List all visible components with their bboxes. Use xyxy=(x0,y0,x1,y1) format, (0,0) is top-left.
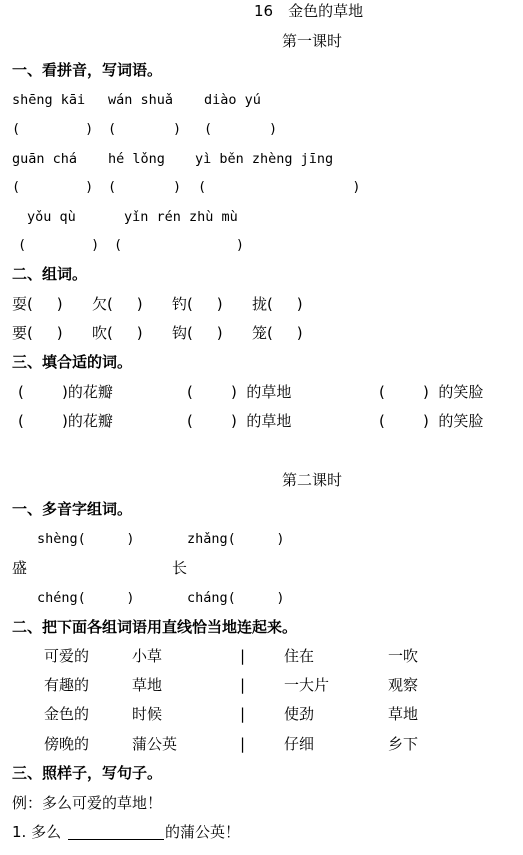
l2-section3-heading: 三、照样子，写句子。 xyxy=(12,764,163,782)
sentence-item-prefix: 1. 多么 xyxy=(12,823,62,841)
pinyin-yibenzhengjing: yì běn zhèng jīng xyxy=(195,151,334,167)
pinyin-guancha: guān chá xyxy=(12,151,78,167)
word-group-item[interactable]: 笼( ) xyxy=(252,324,303,342)
fill-word-item[interactable]: ( ) 的草地 xyxy=(187,412,292,430)
match-divider: | xyxy=(240,676,246,694)
match-word[interactable]: 一大片 xyxy=(284,676,330,694)
fill-word-item[interactable]: ( ) 的草地 xyxy=(187,383,292,401)
match-divider: | xyxy=(240,735,246,753)
answer-blank[interactable]: ( ) xyxy=(108,179,182,195)
section2-heading: 二、组词。 xyxy=(12,265,88,283)
fill-word-item[interactable]: ( ) 的笑脸 xyxy=(379,383,484,401)
word-group-item[interactable]: 欠( ) xyxy=(92,295,143,313)
match-word[interactable]: 小草 xyxy=(132,647,163,665)
l2-section2-heading: 二、把下面各组词语用直线恰当地连起来。 xyxy=(12,618,298,636)
polyphone-item[interactable]: zhǎng( ) xyxy=(187,531,285,547)
match-word[interactable]: 一吹 xyxy=(388,647,419,665)
word-group-item[interactable]: 拢( ) xyxy=(252,295,303,313)
fill-word-item[interactable]: ( )的花瓣 xyxy=(18,383,113,401)
answer-blank[interactable]: ( ) xyxy=(18,237,100,253)
match-word[interactable]: 蒲公英 xyxy=(132,735,178,753)
match-word[interactable]: 傍晚的 xyxy=(44,735,90,753)
polyphone-item[interactable]: cháng( ) xyxy=(187,590,285,606)
pinyin-helong: hé lǒng xyxy=(108,151,165,167)
pinyin-diaoyu: diào yú xyxy=(204,92,261,108)
match-word[interactable]: 使劲 xyxy=(284,705,315,723)
answer-blank[interactable]: ( ) xyxy=(114,237,245,253)
answer-blank[interactable]: ( ) xyxy=(12,121,94,137)
match-word[interactable]: 乡下 xyxy=(388,735,419,753)
word-group-item[interactable]: 钓( ) xyxy=(172,295,223,313)
sentence-blank[interactable] xyxy=(68,839,164,840)
match-word[interactable]: 可爱的 xyxy=(44,647,90,665)
word-group-item[interactable]: 耍( ) xyxy=(12,295,63,313)
section3-heading: 三、填合适的词。 xyxy=(12,353,133,371)
match-word[interactable]: 仔细 xyxy=(284,735,315,753)
polyphone-item[interactable]: chéng( ) xyxy=(37,590,135,606)
word-group-item[interactable]: 钩( ) xyxy=(172,324,223,342)
section1-heading: 一、看拼音，写词语。 xyxy=(12,61,163,79)
match-word[interactable]: 草地 xyxy=(388,705,419,723)
match-word[interactable]: 观察 xyxy=(388,676,419,694)
polyphone-item[interactable]: shèng( ) xyxy=(37,531,135,547)
word-group-item[interactable]: 要( ) xyxy=(12,324,63,342)
answer-blank[interactable]: ( ) xyxy=(108,121,182,137)
page-title: 16 金色的草地 xyxy=(254,2,364,20)
match-divider: | xyxy=(240,705,246,723)
l2-section1-heading: 一、多音字组词。 xyxy=(12,500,133,518)
polyphone-char-chang: 长 xyxy=(172,559,188,577)
pinyin-wanshua: wán shuǎ xyxy=(108,92,174,108)
match-word[interactable]: 有趣的 xyxy=(44,676,90,694)
word-group-item[interactable]: 吹( ) xyxy=(92,324,143,342)
answer-blank[interactable]: ( ) xyxy=(12,179,94,195)
answer-blank[interactable]: ( ) xyxy=(198,179,361,195)
lesson1-title: 第一课时 xyxy=(282,32,343,50)
pinyin-youqu: yǒu qù xyxy=(27,209,76,225)
match-word[interactable]: 住在 xyxy=(284,647,315,665)
pinyin-yinrenzhumu: yǐn rén zhù mù xyxy=(124,209,238,225)
sentence-item-suffix: 的蒲公英！ xyxy=(165,823,241,841)
match-word[interactable]: 草地 xyxy=(132,676,163,694)
example-sentence: 例：多么可爱的草地！ xyxy=(12,794,163,812)
polyphone-char-sheng: 盛 xyxy=(12,559,28,577)
lesson2-title: 第二课时 xyxy=(282,471,343,489)
fill-word-item[interactable]: ( ) 的笑脸 xyxy=(379,412,484,430)
match-word[interactable]: 金色的 xyxy=(44,705,90,723)
answer-blank[interactable]: ( ) xyxy=(204,121,278,137)
match-word[interactable]: 时候 xyxy=(132,705,163,723)
pinyin-shengkai: shēng kāi xyxy=(12,92,86,108)
fill-word-item[interactable]: ( )的花瓣 xyxy=(18,412,113,430)
match-divider: | xyxy=(240,647,246,665)
